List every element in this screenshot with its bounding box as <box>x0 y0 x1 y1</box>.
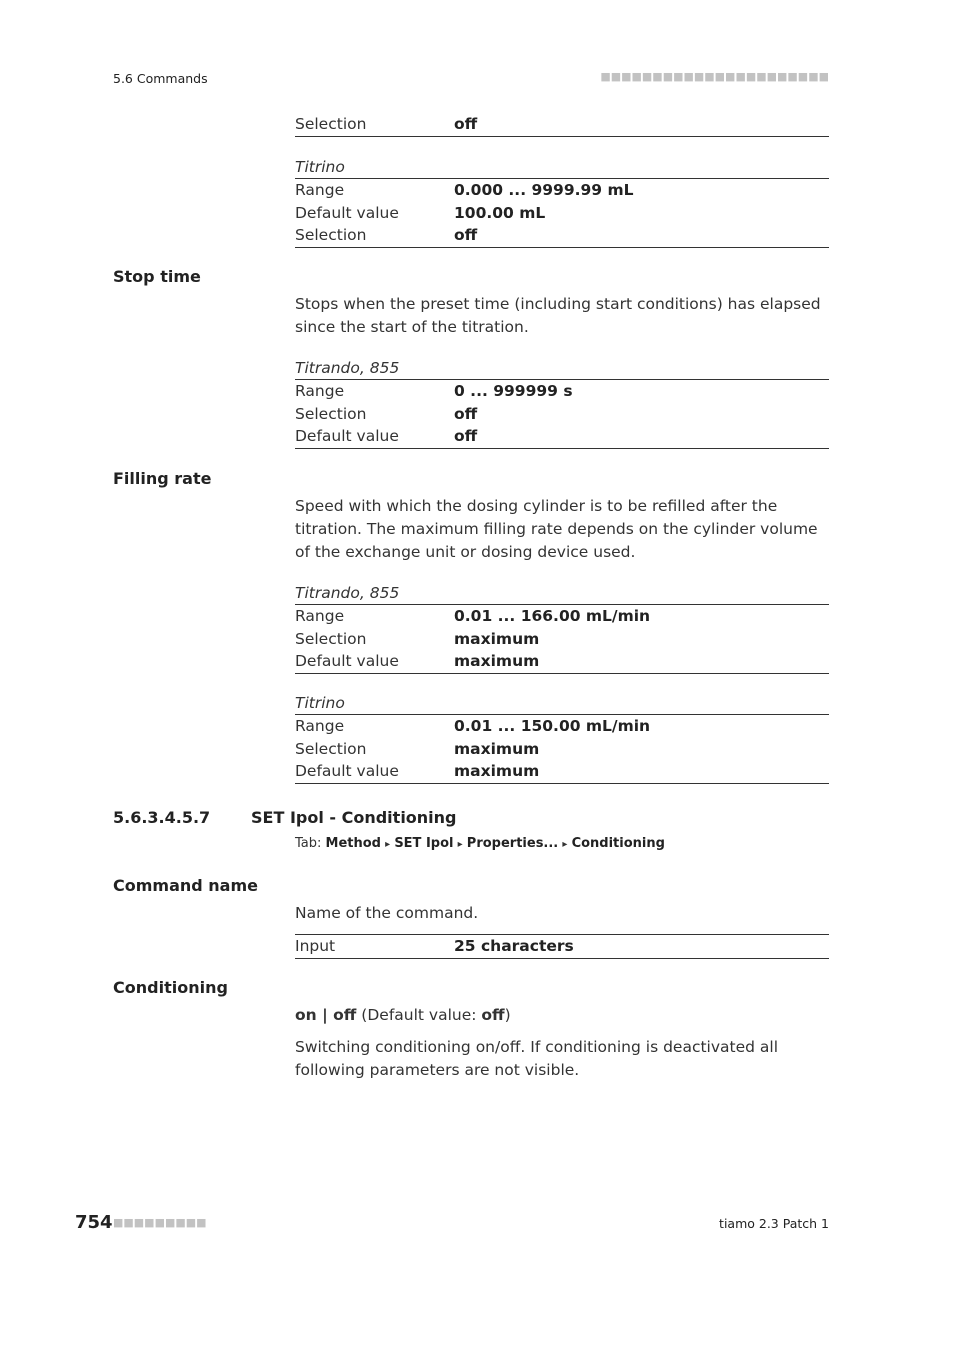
param-key: Range <box>295 607 345 625</box>
table-row <box>295 628 829 651</box>
product-name: tiamo 2.3 Patch 1 <box>719 1216 829 1231</box>
param-value: off <box>454 226 478 244</box>
param-value: maximum <box>454 739 540 758</box>
arrow-icon: ▸ <box>457 839 463 850</box>
param-key: Range <box>295 181 345 199</box>
table-row <box>295 715 829 738</box>
section-number: 5.6.3.4.5.7 <box>113 808 211 827</box>
command-name-heading: Command name <box>113 876 258 895</box>
footer-dots-decoration: ■■■■■■■■■ <box>113 1216 207 1229</box>
default-suffix: ) <box>504 1006 511 1024</box>
header-dots-decoration: ■■■■■■■■■■■■■■■■■■■■■■ <box>600 70 829 83</box>
param-value: 100.00 mL <box>454 203 546 222</box>
option-off: off <box>333 1006 357 1024</box>
table-row <box>295 113 829 136</box>
param-key: Default value <box>295 762 399 780</box>
default-value: off <box>481 1006 505 1024</box>
table-title: Titrando, 855 <box>295 359 400 377</box>
param-value: maximum <box>454 629 540 648</box>
param-value: off <box>454 404 478 423</box>
param-key: Default value <box>295 427 399 445</box>
param-value: maximum <box>454 762 540 780</box>
param-value: 0.01 ... 150.00 mL/min <box>454 717 651 735</box>
conditioning-heading: Conditioning <box>113 978 228 997</box>
default-prefix: (Default value: <box>356 1006 482 1024</box>
param-table-command-name <box>295 934 829 959</box>
arrow-icon: ▸ <box>385 839 391 850</box>
section-title: SET Ipol - Conditioning <box>251 808 457 827</box>
table-row <box>295 403 829 426</box>
stop-time-description: Stops when the preset time (including start conditions) has elapsed since the start of the titration. <box>295 295 821 336</box>
table-row <box>295 760 829 783</box>
filling-rate-heading: Filling rate <box>113 469 212 488</box>
table-row <box>295 738 829 761</box>
param-key: Input <box>295 937 336 955</box>
tab-path-item: Conditioning <box>571 836 665 851</box>
param-value: off <box>454 427 478 445</box>
table-row <box>295 380 829 403</box>
param-value: maximum <box>454 652 540 670</box>
param-table-top <box>295 113 829 137</box>
param-table-stop-time <box>295 358 829 449</box>
param-key: Selection <box>295 629 367 648</box>
param-value: off <box>454 115 478 133</box>
tab-path-item: Properties... <box>466 836 559 851</box>
param-key: Default value <box>295 652 399 670</box>
param-value: 0.000 ... 9999.99 mL <box>454 181 634 199</box>
param-table-filling-rate-titrando <box>295 583 829 674</box>
param-key: Selection <box>295 115 367 133</box>
param-key: Selection <box>295 739 367 758</box>
page-number: 754 <box>75 1212 113 1233</box>
tab-path-item: Method <box>325 836 381 851</box>
param-key: Selection <box>295 226 367 244</box>
table-title: Titrando, 855 <box>295 584 400 602</box>
param-table-filling-rate-titrino <box>295 693 829 784</box>
filling-rate-description: Speed with which the dosing cylinder is to be refilled after the titration. The maximum filling rate depends on the cylinder volume of the exchange unit or dosing device used. <box>295 497 818 561</box>
conditioning-description: Switching conditioning on/off. If conditioning is deactivated all following parameters are not visible. <box>295 1038 779 1079</box>
conditioning-options <box>295 1004 829 1027</box>
table-row <box>295 605 829 628</box>
table-row <box>295 650 829 673</box>
table-title: Titrino <box>295 694 345 712</box>
table-title: Titrino <box>295 158 345 176</box>
param-key: Range <box>295 717 345 735</box>
param-value: 0 ... 999999 s <box>454 382 573 400</box>
param-value: 0.01 ... 166.00 mL/min <box>454 607 651 625</box>
option-separator: | <box>316 1006 334 1024</box>
tab-path-prefix: Tab: <box>295 836 326 851</box>
param-key: Selection <box>295 404 367 423</box>
table-row <box>295 425 829 448</box>
param-table-titrino-volume <box>295 157 829 248</box>
table-row <box>295 935 829 959</box>
tab-path <box>295 836 665 851</box>
arrow-icon: ▸ <box>562 839 568 850</box>
table-row <box>295 179 829 202</box>
table-row <box>295 224 829 247</box>
stop-time-heading: Stop time <box>113 267 201 286</box>
param-value: 25 characters <box>454 937 574 955</box>
param-key: Default value <box>295 203 399 222</box>
table-row <box>295 202 829 225</box>
param-key: Range <box>295 382 345 400</box>
option-on: on <box>295 1006 317 1024</box>
command-name-description: Name of the command. <box>295 904 479 922</box>
running-header-section: 5.6 Commands <box>113 71 208 86</box>
tab-path-item: SET Ipol <box>394 836 454 851</box>
